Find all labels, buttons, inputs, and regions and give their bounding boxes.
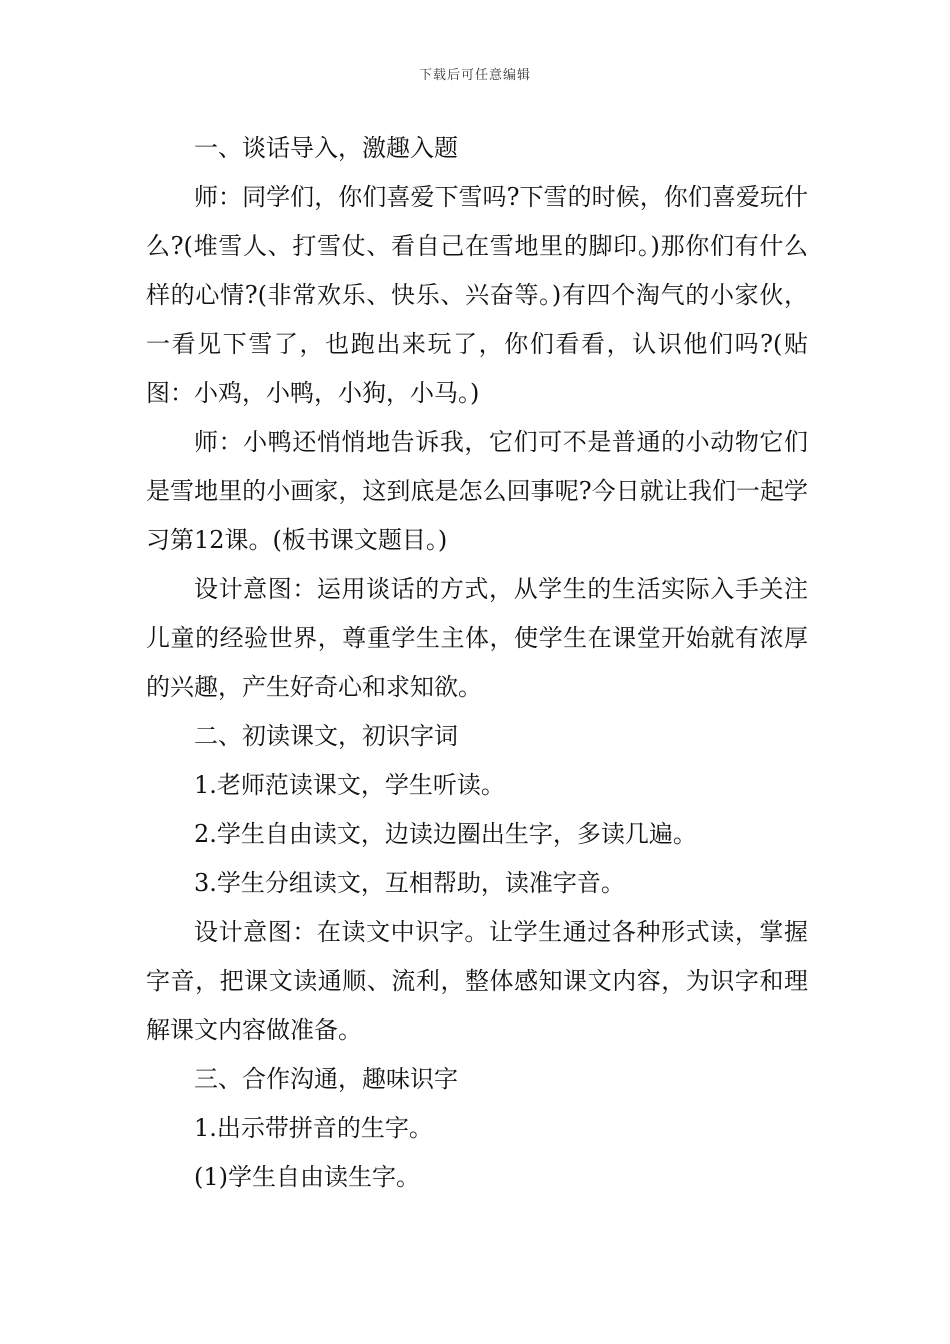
section-heading-2: 二、初读课文，初识字词: [194, 722, 458, 750]
paragraph: 师：小鸭还悄悄地告诉我，它们可不是普通的小动物它们是雪地里的小画家，这到底是怎么回事呢?今日就让我们一起学习第12课。(板书课文题目。): [146, 428, 808, 554]
list-item: 1.老师范读课文，学生听读。: [194, 771, 505, 799]
page-header: 下载后可任意编辑: [418, 68, 531, 83]
document-body: [146, 124, 808, 1202]
design-intent-paragraph: 设计意图：运用谈话的方式，从学生的生活实际入手关注儿童的经验世界，尊重学生主体，使学生在课堂开始就有浓厚的兴趣，产生好奇心和求知欲。: [146, 575, 808, 701]
list-item: 1.出示带拼音的生字。: [194, 1114, 433, 1142]
section-heading-1: 一、谈话导入，激趣入题: [194, 134, 458, 162]
list-item: 2.学生自由读文，边读边圈出生字，多读几遍。: [194, 820, 697, 848]
list-item: (1)学生自由读生字。: [194, 1163, 420, 1191]
list-item: 3.学生分组读文，互相帮助，读准字音。: [194, 869, 625, 897]
design-intent-paragraph: 设计意图：在读文中识字。让学生通过各种形式读，掌握字音，把课文读通顺、流利，整体感知课文内容，为识字和理解课文内容做准备。: [146, 918, 808, 1044]
section-heading-3: 三、合作沟通，趣味识字: [194, 1065, 458, 1093]
paragraph: 师：同学们，你们喜爱下雪吗?下雪的时候，你们喜爱玩什么?(堆雪人、打雪仗、看自己在雪地里的脚印。)那你们有什么样的心情?(非常欢乐、快乐、兴奋等。)有四个淘气的小家伙，一看见下雪了，也跑出来玩了，你们看看，认识他们吗?(贴图：小鸡，小鸭，小狗，小马。): [146, 183, 808, 407]
